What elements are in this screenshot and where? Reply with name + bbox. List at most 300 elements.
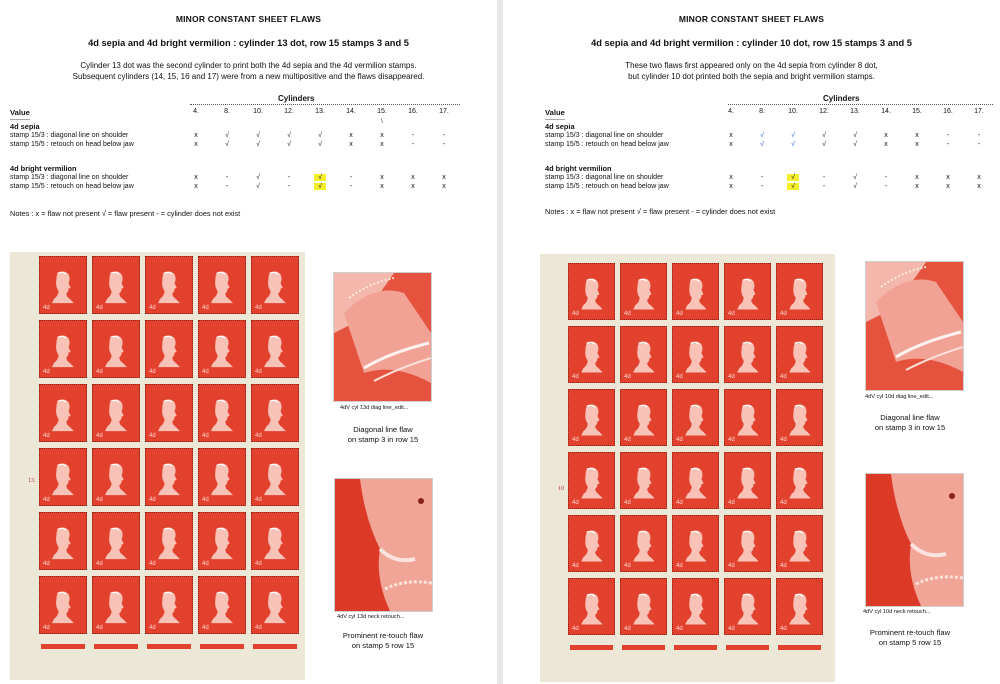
stamp-value: 4d (255, 561, 262, 567)
flaw-cell: x (380, 141, 384, 148)
stamp (724, 578, 771, 635)
stamp (251, 384, 299, 442)
flaw-cell: - (946, 141, 950, 148)
queen-head-icon (633, 400, 655, 439)
caption-line: Prominent re-touch flaw (869, 628, 951, 637)
flaw-row-label: stamp 15/5 : retouch on head below jaw (10, 141, 134, 148)
queen-head-icon (737, 274, 759, 313)
flaw-table (10, 108, 490, 203)
stamp-value: 4d (728, 626, 735, 632)
flaw-cell: √ (314, 174, 326, 181)
stamp (198, 448, 246, 506)
stamp (568, 515, 615, 572)
stamp (92, 512, 140, 570)
queen-head-icon (158, 523, 180, 562)
flaw-cell: x (729, 141, 733, 148)
stamp-value: 4d (96, 497, 103, 503)
queen-head-icon (158, 395, 180, 434)
queen-head-icon (789, 463, 811, 502)
queen-head-icon (52, 395, 74, 434)
flaw-cell: x (380, 183, 384, 190)
stamp (92, 256, 140, 314)
stamp (251, 512, 299, 570)
stamp (672, 515, 719, 572)
flaw-cell: x (349, 132, 353, 139)
cylinder-number: 16. (408, 108, 418, 115)
flaw-cell: x (915, 174, 919, 181)
stamp (672, 389, 719, 446)
stamp (620, 263, 667, 320)
queen-head-icon (211, 395, 233, 434)
caption-line: Diagonal line flaw (880, 413, 940, 422)
queen-head-icon (789, 274, 811, 313)
queen-head-icon (633, 526, 655, 565)
zoom-filename: 4dV cyl 13d diag line_edit... (340, 405, 409, 411)
stamp (568, 326, 615, 383)
stamp-value: 4d (572, 563, 579, 569)
queen-head-icon (264, 459, 286, 498)
queen-head-icon (737, 589, 759, 628)
flaw-cell: √ (822, 141, 826, 148)
caption-line: Diagonal line flaw (353, 425, 413, 434)
flaw-cell: - (977, 132, 981, 139)
stamp (724, 515, 771, 572)
flaw-row-label: stamp 15/5 : retouch on head below jaw (10, 183, 134, 190)
stamp-value: 4d (780, 500, 787, 506)
queen-head-icon (52, 587, 74, 626)
stamp (672, 578, 719, 635)
flaw-cell: - (822, 183, 826, 190)
queen-head-icon (633, 274, 655, 313)
flaw-cell: x (915, 183, 919, 190)
queen-head-icon (52, 267, 74, 306)
description-line: but cylinder 10 dot printed both the sepia and bright vermilion stamps. (628, 72, 875, 81)
value-underline: ---------- (545, 117, 565, 123)
cylinder-number: 13. (315, 108, 325, 115)
page-title: MINOR CONSTANT SHEET FLAWS (678, 14, 825, 24)
caption-line: on stamp 3 in row 15 (874, 423, 946, 432)
stamp-value: 4d (255, 369, 262, 375)
stamp-value: 4d (43, 625, 50, 631)
flaw-cell: - (822, 174, 826, 181)
flaw-cell: √ (787, 174, 799, 181)
flaw-cell: √ (256, 141, 260, 148)
stamp-value: 4d (728, 374, 735, 380)
stamp (568, 389, 615, 446)
queen-head-icon (633, 463, 655, 502)
queen-head-icon (581, 274, 603, 313)
stamp-value: 4d (676, 626, 683, 632)
zoom-caption (328, 631, 438, 651)
flaw-cell: √ (853, 183, 857, 190)
flaw-cell: x (884, 132, 888, 139)
stamp (145, 256, 193, 314)
description-paragraph (0, 60, 497, 82)
stamp-value: 4d (624, 500, 631, 506)
sheet-margin-bar (147, 644, 191, 649)
sheet-margin-bar (726, 645, 769, 650)
stamp (568, 263, 615, 320)
flaw-cell: - (442, 141, 446, 148)
flaw-cell: √ (760, 132, 764, 139)
cylinder-mark: 10 (558, 486, 564, 492)
zoom-caption (855, 413, 965, 433)
flaw-cell: √ (287, 141, 291, 148)
zoom-neck-retouch (334, 478, 433, 612)
stamp-value: 4d (572, 437, 579, 443)
stamp (724, 326, 771, 383)
section-title: 4d bright vermilion (10, 164, 77, 173)
stamp (39, 448, 87, 506)
queen-head-icon (789, 400, 811, 439)
flaw-cell: x (442, 174, 446, 181)
stamp (39, 384, 87, 442)
stamp-value: 4d (255, 497, 262, 503)
flaw-cell: x (411, 183, 415, 190)
flaw-cell: √ (791, 132, 795, 139)
flaw-cell: x (884, 141, 888, 148)
cylinder-number: 8. (224, 108, 230, 115)
stamp-value: 4d (96, 561, 103, 567)
queen-head-icon (633, 589, 655, 628)
stamp-value: 4d (624, 437, 631, 443)
cylinder-number: 10. (253, 108, 263, 115)
queen-head-icon (105, 523, 127, 562)
flaw-row-label: stamp 15/3 : diagonal line on shoulder (545, 132, 664, 139)
stamp (620, 578, 667, 635)
album-page-left (0, 0, 497, 684)
queen-head-icon (158, 331, 180, 370)
flaw-cell: x (729, 183, 733, 190)
section-title: 4d sepia (10, 122, 40, 131)
stamp (672, 326, 719, 383)
stamp (39, 256, 87, 314)
flaw-cell: x (411, 174, 415, 181)
flaw-cell: - (884, 174, 888, 181)
flaw-row-label: stamp 15/3 : diagonal line on shoulder (545, 174, 664, 181)
stamp-value: 4d (676, 563, 683, 569)
flaw-cell: x (977, 174, 981, 181)
flaw-row-label: stamp 15/3 : diagonal line on shoulder (10, 132, 129, 139)
stamp (568, 578, 615, 635)
queen-head-icon (737, 526, 759, 565)
queen-head-icon (158, 587, 180, 626)
stamp-value: 4d (572, 626, 579, 632)
flaw-cell: √ (822, 132, 826, 139)
queen-head-icon (52, 331, 74, 370)
album-page-right (503, 0, 1000, 684)
stamp (776, 326, 823, 383)
cylinders-heading: Cylinders (278, 94, 315, 103)
sheet-margin-bar (200, 644, 244, 649)
page-title: MINOR CONSTANT SHEET FLAWS (175, 14, 322, 24)
stamp-value: 4d (43, 561, 50, 567)
stamp (39, 512, 87, 570)
flaw-row-label: stamp 15/5 : retouch on head below jaw (545, 183, 669, 190)
queen-head-icon (211, 523, 233, 562)
stamp (251, 320, 299, 378)
stamp (776, 578, 823, 635)
flaw-cell: √ (760, 141, 764, 148)
flaw-cell: √ (225, 132, 229, 139)
flaw-cell: √ (853, 132, 857, 139)
queen-head-icon (581, 463, 603, 502)
flaw-row-label: stamp 15/5 : retouch on head below jaw (545, 141, 669, 148)
sheet-margin-bar (41, 644, 85, 649)
stamp-value: 4d (202, 369, 209, 375)
queen-head-icon (581, 589, 603, 628)
table-notes: Notes : x = flaw not present √ = flaw present - = cylinder does not exist (10, 209, 241, 218)
stamp-value: 4d (676, 500, 683, 506)
sheet-margin-bar (674, 645, 717, 650)
cylinder-number: 17. (974, 108, 984, 115)
sheet-margin-bar (570, 645, 613, 650)
stamp-value: 4d (202, 561, 209, 567)
cylinder-number: 14. (346, 108, 356, 115)
stamp-value: 4d (780, 437, 787, 443)
queen-head-icon (581, 400, 603, 439)
stamp-value: 4d (624, 311, 631, 317)
flaw-cell: - (442, 132, 446, 139)
queen-head-icon (158, 267, 180, 306)
cylinder-number: 4. (193, 108, 199, 115)
queen-head-icon (685, 589, 707, 628)
stamp (251, 256, 299, 314)
flaw-cell: - (225, 174, 229, 181)
stamp-value: 4d (676, 374, 683, 380)
flaw-cell: x (915, 132, 919, 139)
stamp-value: 4d (572, 311, 579, 317)
stamp-value: 4d (624, 563, 631, 569)
caption-line: on stamp 5 row 15 (351, 641, 415, 650)
stamp-value: 4d (43, 369, 50, 375)
flaw-cell: x (194, 174, 198, 181)
flaw-cell: x (729, 132, 733, 139)
stamp-value: 4d (676, 311, 683, 317)
flaw-cell: x (380, 174, 384, 181)
stamp (145, 320, 193, 378)
stamp (776, 263, 823, 320)
stamp (672, 452, 719, 509)
stamp-block (540, 254, 835, 682)
sheet-margin-bar (253, 644, 297, 649)
stamp (568, 452, 615, 509)
flaw-cell: - (946, 132, 950, 139)
stamp (145, 512, 193, 570)
stamp-value: 4d (624, 626, 631, 632)
queen-head-icon (789, 589, 811, 628)
zoom-caption (855, 628, 965, 648)
page-subtitle: 4d sepia and 4d bright vermilion : cylinder 13 dot, row 15 stamps 3 and 5 (88, 38, 409, 48)
flaw-cell: x (194, 132, 198, 139)
queen-head-icon (264, 331, 286, 370)
description-line: These two flaws first appeared only on the 4d sepia from cylinder 8 dot, (625, 61, 878, 70)
stamp-value: 4d (780, 626, 787, 632)
stamp (145, 448, 193, 506)
stamp (724, 452, 771, 509)
cylinder-mark: 13. (28, 478, 36, 484)
queen-head-icon (264, 267, 286, 306)
stamp-value: 4d (149, 561, 156, 567)
queen-head-icon (789, 526, 811, 565)
stamp (776, 389, 823, 446)
flaw-cell: x (349, 141, 353, 148)
queen-head-icon (211, 459, 233, 498)
queen-head-icon (581, 526, 603, 565)
stamp-value: 4d (96, 305, 103, 311)
flaw-cell: - (287, 174, 291, 181)
stamp-value: 4d (43, 433, 50, 439)
stamp-value: 4d (780, 311, 787, 317)
stamp-value: 4d (728, 500, 735, 506)
stamp-value: 4d (780, 563, 787, 569)
flaw-cell: - (760, 174, 764, 181)
section-title: 4d sepia (545, 122, 575, 131)
flaw-cell: - (349, 183, 353, 190)
caption-line: on stamp 3 in row 15 (347, 435, 419, 444)
stamp (198, 576, 246, 634)
stamp (39, 320, 87, 378)
stamp-value: 4d (202, 625, 209, 631)
stamp-value: 4d (728, 437, 735, 443)
cylinder-number: 16. (943, 108, 953, 115)
stamp (620, 389, 667, 446)
stamp-value: 4d (780, 374, 787, 380)
neck-retouch-image (335, 479, 432, 611)
stamp (198, 384, 246, 442)
cylinders-divider (190, 104, 460, 105)
queen-head-icon (685, 463, 707, 502)
stamp-value: 4d (96, 369, 103, 375)
stamp (724, 389, 771, 446)
description-paragraph (503, 60, 1000, 82)
value-underline: ---------- (10, 117, 30, 123)
cylinder-number: 15. (912, 108, 922, 115)
flaw-cell: √ (318, 132, 322, 139)
cylinder-number: 17. (439, 108, 449, 115)
queen-head-icon (52, 523, 74, 562)
stamp (251, 448, 299, 506)
zoom-filename: 4dV cyl 10d neck retouch... (863, 609, 931, 615)
stamp (724, 263, 771, 320)
queen-head-icon (685, 526, 707, 565)
stamp-value: 4d (624, 374, 631, 380)
flaw-cell: √ (225, 141, 229, 148)
flaw-cell: - (411, 132, 415, 139)
queen-head-icon (264, 587, 286, 626)
stamp (39, 576, 87, 634)
description-line: Subsequent cylinders (14, 15, 16 and 17) were from a new multipositive and the flaws disappeared. (72, 72, 425, 81)
flaw-cell: √ (256, 183, 260, 190)
flaw-row-label: stamp 15/3 : diagonal line on shoulder (10, 174, 129, 181)
section-title: 4d bright vermilion (545, 164, 612, 173)
stamp-value: 4d (202, 497, 209, 503)
stamp (198, 256, 246, 314)
flaw-cell: x (729, 174, 733, 181)
stamp (620, 326, 667, 383)
stamp (251, 576, 299, 634)
flaw-cell: √ (787, 183, 799, 190)
queen-head-icon (633, 337, 655, 376)
queen-head-icon (211, 331, 233, 370)
stamp (92, 384, 140, 442)
flaw-cell: - (349, 174, 353, 181)
stamp (776, 515, 823, 572)
queen-head-icon (211, 267, 233, 306)
stamp (198, 320, 246, 378)
queen-head-icon (211, 587, 233, 626)
zoom-filename: 4dV cyl 13d neck retouch... (337, 614, 405, 620)
flaw-cell: √ (791, 141, 795, 148)
stamp-value: 4d (149, 625, 156, 631)
queen-head-icon (737, 337, 759, 376)
value-heading: Value (545, 108, 565, 117)
stamp-value: 4d (149, 433, 156, 439)
zoom-diagonal-line (865, 261, 964, 391)
sheet-margin-bar (622, 645, 665, 650)
stamp-value: 4d (202, 433, 209, 439)
flaw-cell: - (977, 141, 981, 148)
caption-line: Prominent re-touch flaw (342, 631, 424, 640)
stamp (92, 320, 140, 378)
flaw-cell: x (977, 183, 981, 190)
shoulder-flaw-image (866, 262, 963, 390)
queen-head-icon (737, 400, 759, 439)
flaw-cell: x (946, 174, 950, 181)
sheet-margin-bar (94, 644, 138, 649)
stamp (776, 452, 823, 509)
queen-head-icon (105, 459, 127, 498)
flaw-cell: x (194, 183, 198, 190)
stamp-value: 4d (43, 497, 50, 503)
cylinder-number: 14. (881, 108, 891, 115)
queen-head-icon (581, 337, 603, 376)
queen-head-icon (737, 463, 759, 502)
queen-head-icon (158, 459, 180, 498)
cylinder-number: 4. (728, 108, 734, 115)
flaw-cell: x (380, 132, 384, 139)
cylinder-number: 12. (284, 108, 294, 115)
flaw-cell: - (760, 183, 764, 190)
cylinder-number: 13. (850, 108, 860, 115)
queen-head-icon (105, 587, 127, 626)
flaw-cell: - (884, 183, 888, 190)
flaw-cell: - (225, 183, 229, 190)
stray-mark: \ (381, 119, 383, 125)
shoulder-flaw-image (334, 273, 431, 401)
stamp-value: 4d (676, 437, 683, 443)
queen-head-icon (685, 274, 707, 313)
flaw-cell: √ (256, 132, 260, 139)
stamp-value: 4d (149, 369, 156, 375)
queen-head-icon (789, 337, 811, 376)
stamp-value: 4d (149, 497, 156, 503)
queen-head-icon (264, 523, 286, 562)
description-line: Cylinder 13 dot was the second cylinder to print both the 4d sepia and the 4d vermilion stamps. (80, 61, 417, 70)
table-notes: Notes : x = flaw not present √ = flaw present - = cylinder does not exist (545, 207, 776, 216)
flaw-cell: x (946, 183, 950, 190)
neck-retouch-image (866, 474, 963, 606)
stamp-value: 4d (572, 374, 579, 380)
stamp-value: 4d (43, 305, 50, 311)
cylinders-divider (728, 104, 993, 105)
stamp-value: 4d (255, 433, 262, 439)
stamp (145, 384, 193, 442)
flaw-cell: √ (318, 141, 322, 148)
queen-head-icon (105, 267, 127, 306)
flaw-cell: √ (256, 174, 260, 181)
value-heading: Value (10, 108, 30, 117)
